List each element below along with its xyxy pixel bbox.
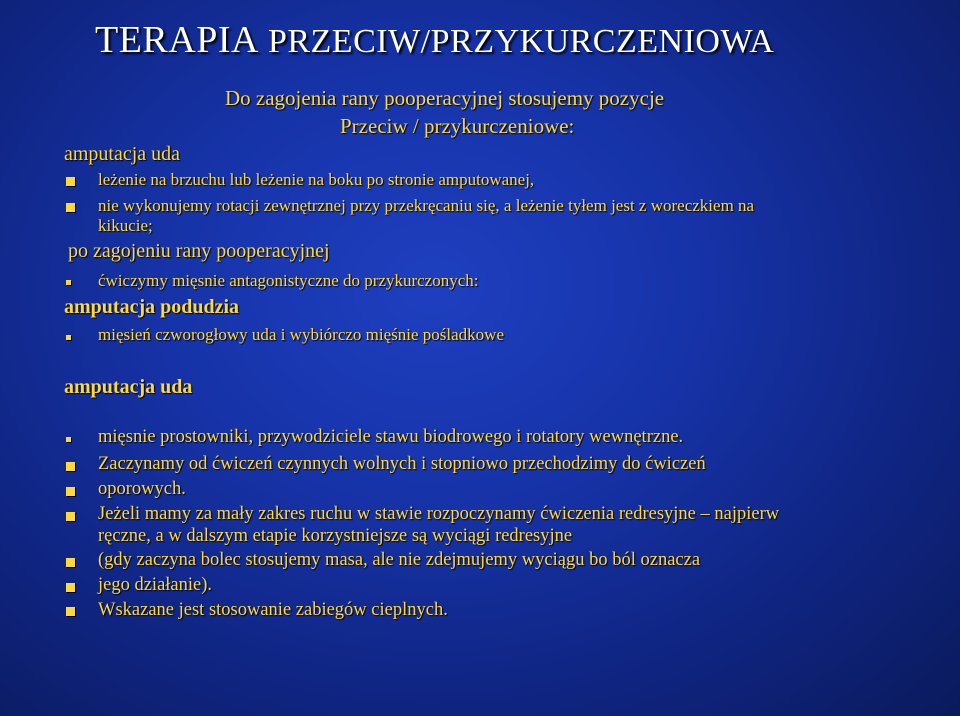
square-bullet-icon [66, 558, 75, 567]
list-item: leżenie na brzuchu lub leżenie na boku po stronie amputowanej, [98, 170, 535, 189]
list-item: oporowych. [98, 479, 186, 499]
heading-amputacja-uda-1: amputacja uda [64, 143, 181, 165]
list-item: mięsnie prostowniki, przywodziciele stawu biodrowego i rotatory wewnętrzne. [98, 427, 684, 447]
list-item-continuation: ręczne, a w dalszym etapie korzystniejsze są wyciągi redresyjne [98, 526, 573, 546]
subtitle-line-1: Do zagojenia rany pooperacyjnej stosujemy pozycje [225, 86, 665, 110]
list-item: mięsień czworogłowy uda i wybiórczo mięśnie pośladkowe [98, 325, 505, 344]
list-item: Wskazane jest stosowanie zabiegów cieplnych. [98, 600, 448, 620]
list-item: nie wykonujemy rotacji zewnętrznej przy przekręcaniu się, a leżenie tyłem jest z woreczkiem na [98, 196, 755, 215]
small-bullet-icon [66, 280, 71, 285]
subtitle-line-2: Przeciw / przykurczeniowe: [340, 114, 575, 138]
square-bullet-icon [66, 203, 75, 212]
heading-amputacja-uda-2: amputacja uda [64, 376, 193, 398]
heading-po-zagojeniu: po zagojeniu rany pooperacyjnej [68, 240, 330, 262]
list-item: (gdy zaczyna bolec stosujemy masa, ale nie zdejmujemy wyciągu bo ból oznacza [98, 550, 701, 570]
small-bullet-icon [66, 437, 71, 442]
list-item: Jeżeli mamy za mały zakres ruchu w stawie rozpoczynamy ćwiczenia redresyjne – najpierw [98, 504, 780, 524]
heading-amputacja-podudzia: amputacja podudzia [64, 296, 240, 318]
small-bullet-icon [66, 335, 71, 340]
square-bullet-icon [66, 462, 75, 471]
list-item: ćwiczymy mięsnie antagonistyczne do przykurczonych: [98, 271, 479, 290]
list-item: jego działanie). [98, 575, 213, 595]
page-title: TERAPIA PRZECIW/PRZYKURCZENIOWA [95, 19, 775, 61]
list-item-continuation: kikucie; [98, 216, 153, 235]
square-bullet-icon [66, 177, 75, 186]
square-bullet-icon [66, 583, 75, 592]
square-bullet-icon [66, 607, 75, 616]
square-bullet-icon [66, 512, 75, 521]
list-item: Zaczynamy od ćwiczeń czynnych wolnych i stopniowo przechodzimy do ćwiczeń [98, 454, 706, 474]
square-bullet-icon [66, 487, 75, 496]
